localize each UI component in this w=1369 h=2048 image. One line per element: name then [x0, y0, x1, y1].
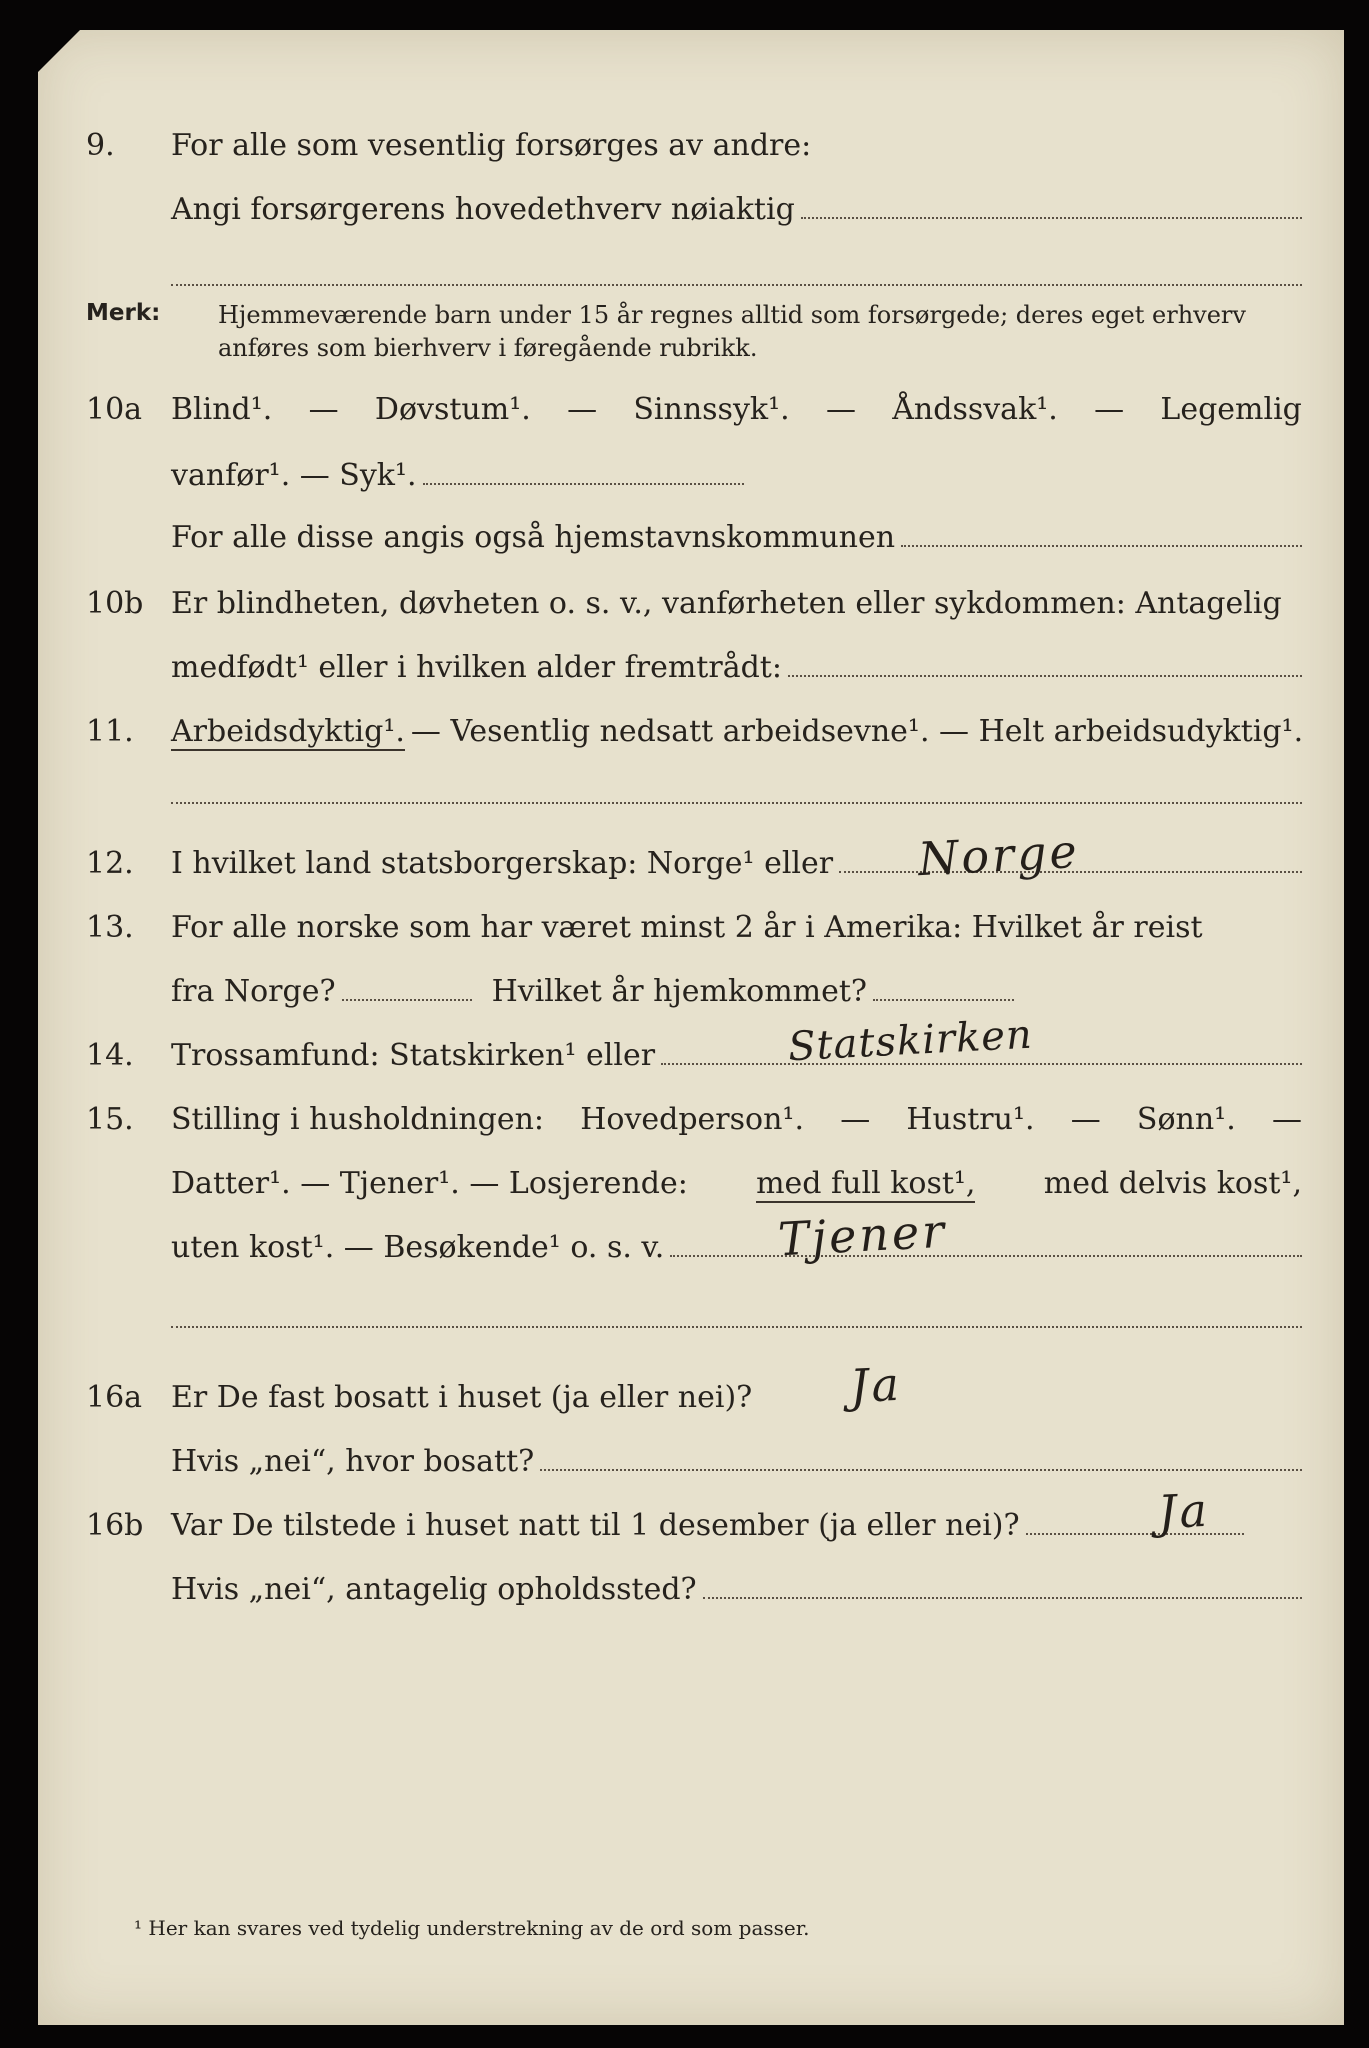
- q10b-onset: [171, 650, 1302, 685]
- q15-label: Stilling i husholdningen:: [171, 1102, 545, 1137]
- q10a-options: [171, 392, 1302, 427]
- option-andssvak[interactable]: Åndssvak¹.: [892, 392, 1058, 427]
- merk-label: Merk:: [86, 300, 161, 326]
- q15-line3: [38, 1203, 1344, 1280]
- option-legemlig[interactable]: Legemlig: [1160, 392, 1302, 427]
- q15-datter-tjener-losjerende[interactable]: Datter¹. — Tjener¹. — Losjerende:: [171, 1166, 688, 1201]
- q9-provider-occupation: [171, 192, 1302, 227]
- q13-return-field[interactable]: [873, 999, 1014, 1001]
- q10b-line2: [38, 650, 1344, 700]
- merk-text-1: Hjemmeværende barn under 15 år regnes alltid som forsørgede; deres eget erhverv: [218, 301, 1246, 329]
- q15-options-3: [171, 1230, 1302, 1265]
- q16a-line2: [38, 1444, 1344, 1494]
- q11-number: 11.: [86, 714, 134, 749]
- q12-number: 12.: [86, 846, 134, 881]
- q12-citizenship: [171, 846, 1302, 881]
- q10a-vanfor-syk: [171, 458, 744, 493]
- dash: —: [1070, 1102, 1101, 1137]
- q16b-handwritten-answer: Ja: [1156, 1482, 1212, 1540]
- q12-line: [38, 823, 1344, 896]
- merk-text-2: anføres som bierhverv i føregående rubrikk.: [218, 334, 758, 362]
- q15-options-2: [171, 1166, 1302, 1203]
- q13-line2: [38, 974, 1344, 1024]
- q16a-residence: [171, 1444, 1302, 1479]
- q10a-line1: [38, 392, 1344, 442]
- option-hovedperson[interactable]: Hovedperson¹.: [580, 1102, 804, 1137]
- option-arbeidsdyktig[interactable]: Arbeidsdyktig¹.: [171, 714, 405, 749]
- option-sonn[interactable]: Sønn¹.: [1136, 1102, 1236, 1137]
- q10b-onset-field[interactable]: [788, 675, 1302, 677]
- q12-handwritten-answer: Norge: [916, 823, 1081, 887]
- q14-handwritten-answer: Statskirken: [786, 1011, 1034, 1071]
- q10b-onset-label: medfødt¹ eller i hvilken alder fremtrådt:: [171, 650, 782, 685]
- q15-line1: [38, 1102, 1344, 1152]
- option-med-delvis-kost[interactable]: med delvis kost¹,: [1043, 1166, 1302, 1201]
- q16a-line1: [38, 1356, 1344, 1430]
- option-med-full-kost[interactable]: med full kost¹,: [756, 1166, 976, 1201]
- q14-number: 14.: [86, 1038, 134, 1073]
- q11-other-options[interactable]: — Vesentlig nedsatt arbeidsevne¹. — Helt arbeidsudyktig¹.: [410, 714, 1304, 749]
- q10a-number: 10a: [86, 392, 143, 427]
- q10a-line2: [38, 458, 1344, 508]
- q9-line2: [38, 192, 1344, 242]
- q13-return-label: Hvilket år hjemkommet?: [491, 974, 868, 1009]
- dash: —: [567, 392, 598, 427]
- q15-extra-line[interactable]: [171, 1326, 1302, 1328]
- q10b-number: 10b: [86, 586, 144, 621]
- q9-number: 9.: [86, 128, 115, 163]
- dash: —: [840, 1102, 871, 1137]
- q15-handwritten-answer: Tjener: [776, 1203, 949, 1267]
- folded-corner: [38, 30, 80, 72]
- q12-label: I hvilket land statsborgerskap: Norge¹ eller: [171, 846, 834, 881]
- q16a-number: 16a: [86, 1380, 143, 1415]
- q16b-location-label: Hvis „nei“, antagelig opholdssted?: [171, 1572, 697, 1607]
- q15-number: 15.: [86, 1102, 134, 1137]
- q13-text: For alle norske som har været minst 2 år i Amerika: Hvilket år reist: [171, 910, 1203, 945]
- q9-line1: [38, 128, 1344, 178]
- q11-extra-line[interactable]: [171, 802, 1302, 804]
- dash: —: [308, 392, 339, 427]
- q16b-line2: [38, 1572, 1344, 1622]
- q10a-hjemstavn-field[interactable]: [901, 545, 1302, 547]
- q14-answer-field[interactable]: [661, 1063, 1302, 1065]
- q14-label: Trossamfund: Statskirken¹ eller: [171, 1038, 656, 1073]
- q16a-residence-label: Hvis „nei“, hvor bosatt?: [171, 1444, 535, 1479]
- q9-extra-line[interactable]: [171, 284, 1302, 286]
- q15-uten-kost-besokende[interactable]: uten kost¹. — Besøkende¹ o. s. v.: [171, 1230, 665, 1265]
- dash: —: [825, 392, 856, 427]
- q14-line: [38, 1011, 1344, 1088]
- dash: —: [1271, 1102, 1302, 1137]
- census-form-page: [38, 30, 1344, 2025]
- q10a-vanfor-syk-label: vanfør¹. — Syk¹.: [171, 458, 417, 493]
- q14-religion: [171, 1038, 1302, 1073]
- q10a-hjemstavn-label: For alle disse angis også hjemstavnskommunen: [171, 520, 896, 555]
- q10b-text: Er blindheten, døvheten o. s. v., vanførheten eller sykdommen: Antagelig: [171, 586, 1282, 621]
- q16a-text: Er De fast bosatt i huset (ja eller nei)?: [171, 1380, 753, 1415]
- q10a-line3: [38, 520, 1344, 570]
- q13-number: 13.: [86, 910, 134, 945]
- option-hustru[interactable]: Hustru¹.: [906, 1102, 1035, 1137]
- q16b-label: Var De tilstede i huset natt til 1 desember (ja eller nei)?: [171, 1508, 1020, 1543]
- q10a-syk-field[interactable]: [423, 483, 744, 485]
- dash: —: [1094, 392, 1125, 427]
- q9-text: For alle som vesentlig forsørges av andre:: [171, 128, 812, 163]
- q16b-present: [171, 1508, 1244, 1543]
- q16b-line1: [38, 1482, 1344, 1558]
- q15-answer-field[interactable]: [670, 1255, 1302, 1257]
- option-blind[interactable]: Blind¹.: [171, 392, 273, 427]
- option-sinnssyk[interactable]: Sinnssyk¹.: [633, 392, 790, 427]
- option-dovstum[interactable]: Døvstum¹.: [374, 392, 531, 427]
- footnote: ¹ Her kan svares ved tydelig understrekning av de ord som passer.: [134, 1916, 810, 1940]
- q13-departure-label: fra Norge?: [171, 974, 336, 1009]
- q11-line1: [38, 714, 1344, 764]
- q16b-number: 16b: [86, 1508, 144, 1543]
- q15-options-1: [171, 1102, 1302, 1137]
- q13-departure-field[interactable]: [342, 999, 472, 1001]
- q11-options: [171, 714, 1302, 751]
- q10b-line1: [38, 586, 1344, 636]
- q16a-residence-field[interactable]: [540, 1469, 1302, 1471]
- q13-years: [171, 974, 1014, 1009]
- q16a-handwritten-answer: Ja: [848, 1356, 904, 1414]
- q13-line1: [38, 910, 1344, 960]
- q9-answer-field[interactable]: [801, 217, 1302, 219]
- q10a-hjemstavn: [171, 520, 1302, 555]
- q16b-location-field[interactable]: [703, 1597, 1302, 1599]
- q15-line2: [38, 1166, 1344, 1216]
- q9-provider-label: Angi forsørgerens hovedethverv nøiaktig: [171, 192, 795, 227]
- q16b-location: [171, 1572, 1302, 1607]
